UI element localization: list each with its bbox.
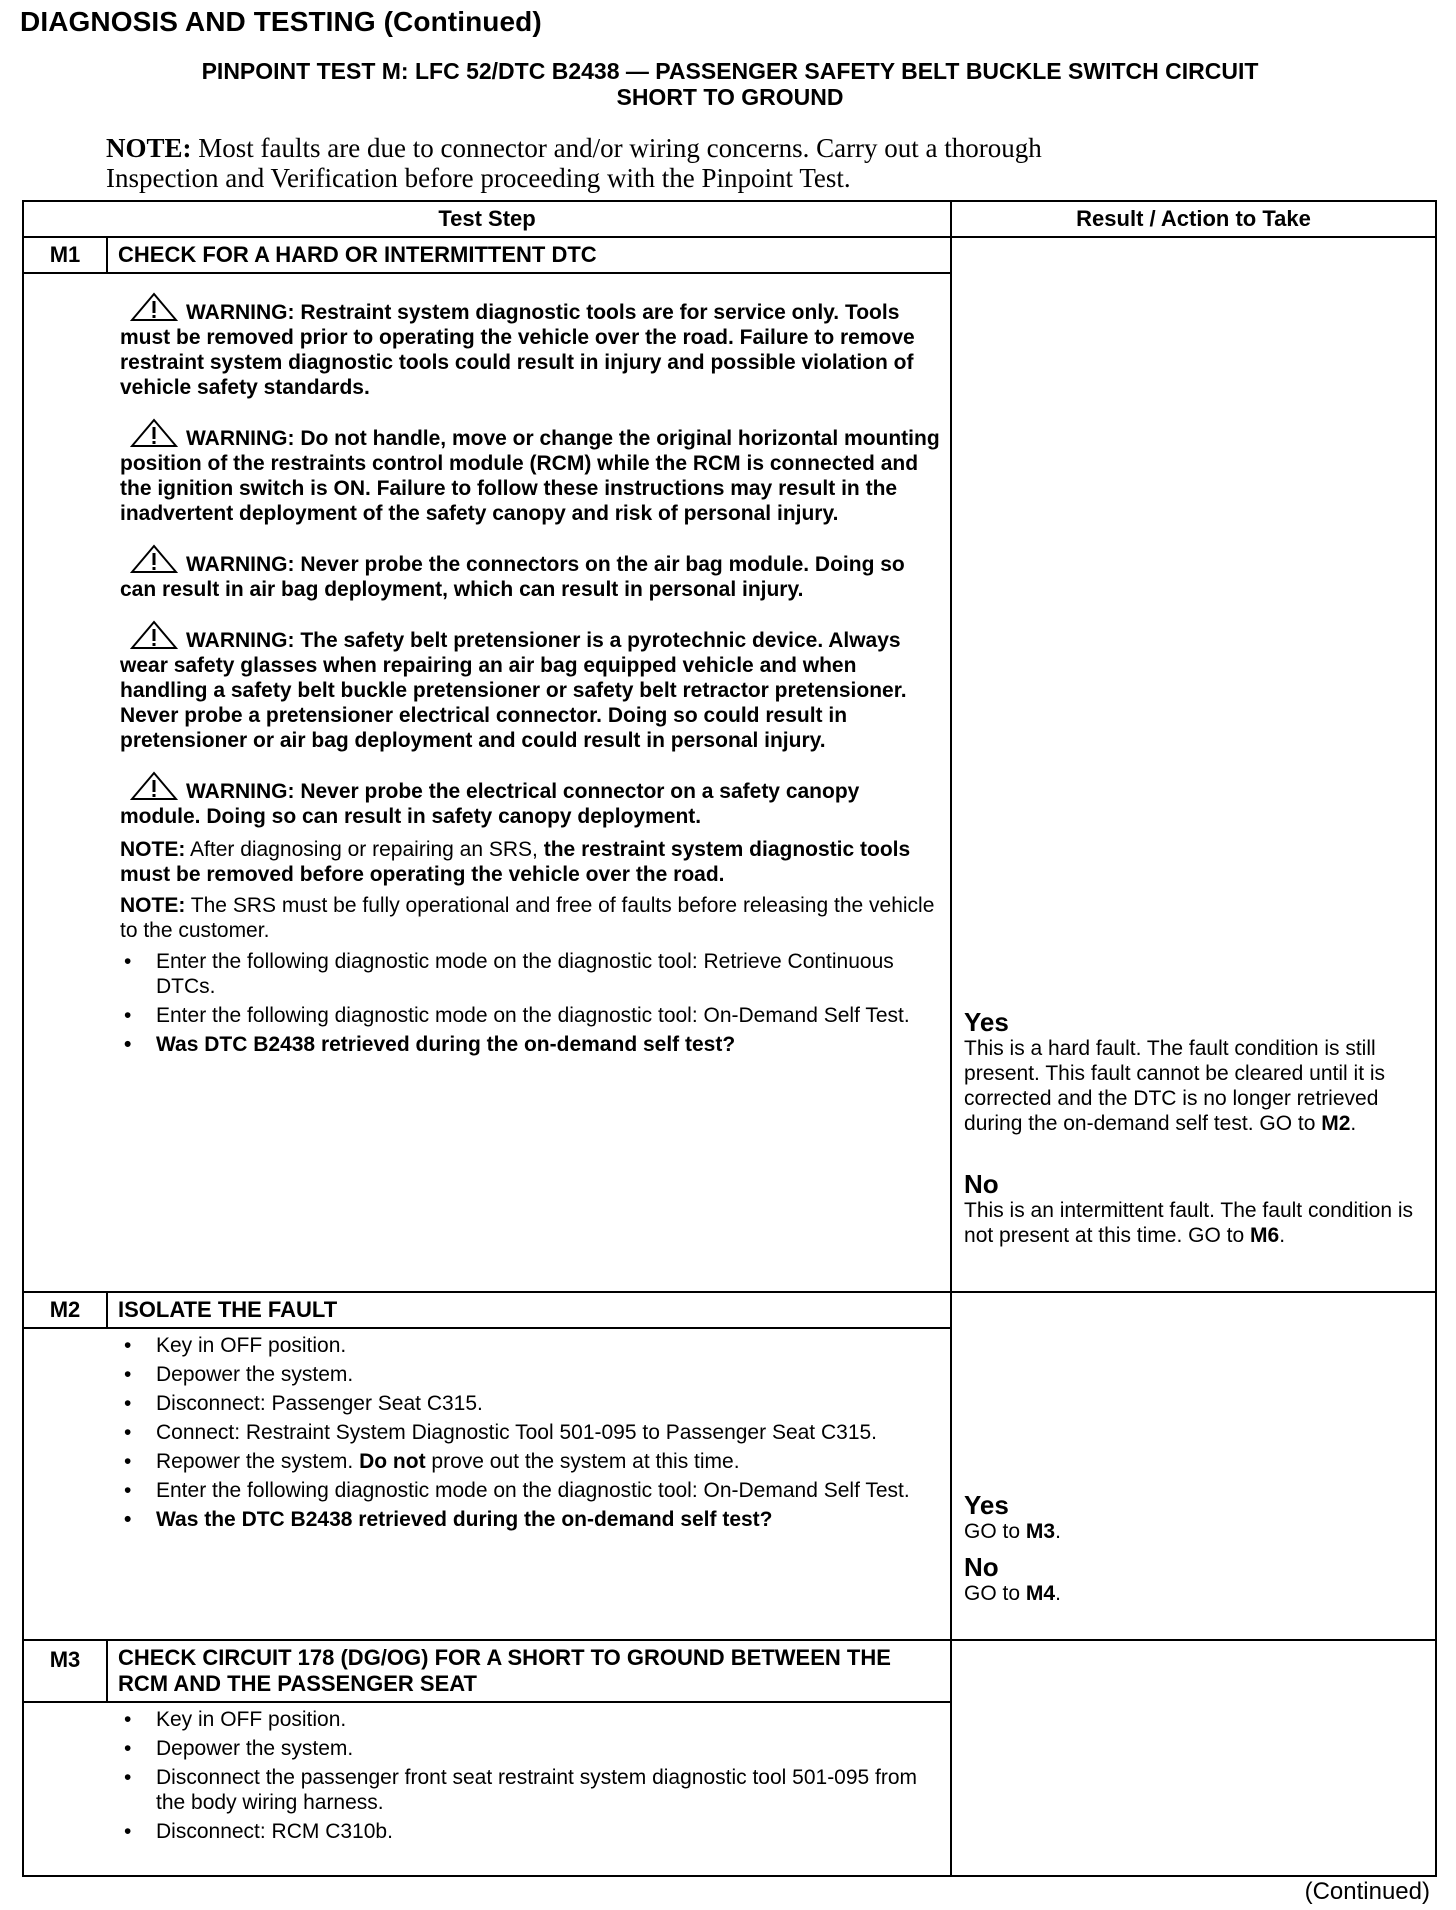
yes-text: This is a hard fault. The fault condition is still present. This fault cannot be cleared until it is corrected and the DTC is no longer retrieved during the on-demand self test. GO to bbox=[964, 1037, 1386, 1135]
result-cell-m3 bbox=[951, 1640, 1436, 1876]
list-item: • Enter the following diagnostic mode on the diagnostic tool: Retrieve Continuous DTCs. bbox=[120, 949, 942, 999]
goto-link-m4[interactable]: M4 bbox=[1025, 1582, 1056, 1605]
note-label: NOTE: bbox=[120, 894, 186, 917]
no-action-text: This is an intermittent fault. The fault condition is not present at this time. GO to M6. bbox=[964, 1199, 1414, 1247]
result-yes-m2 bbox=[964, 1491, 1427, 1544]
note-text: The SRS must be fully operational and free of faults before releasing the vehicle to the customer. bbox=[120, 894, 935, 942]
goto-link-m6[interactable]: M6 bbox=[1250, 1224, 1280, 1247]
step-number-m3: M3 bbox=[23, 1640, 107, 1702]
warning-text: WARNING: Do not handle, move or change the original horizontal mounting position of the restraints control module (RCM) while the RCM is connected and the ignition switch is ON. Failure to follow these instructions may result in the inadvertent deployment of the safety canopy and risk of personal injury. bbox=[120, 427, 940, 525]
warning-block bbox=[120, 418, 942, 526]
warning-triangle-icon bbox=[130, 771, 178, 801]
test-title-line1: PINPOINT TEST M: LFC 52/DTC B2438 — PASSENGER SAFETY BELT BUCKLE SWITCH CIRCUIT bbox=[201, 58, 1259, 84]
yes-action-text: GO to M3. bbox=[964, 1520, 1061, 1543]
result-no-m2 bbox=[964, 1553, 1427, 1606]
step-number-m1: M1 bbox=[23, 237, 107, 273]
intro-note bbox=[106, 133, 1256, 193]
list-item bbox=[120, 1449, 942, 1474]
no-text: This is an intermittent fault. The fault condition is not present at this time. GO to bbox=[964, 1199, 1414, 1247]
step-title-m1: CHECK FOR A HARD OR INTERMITTENT DTC bbox=[107, 237, 951, 273]
step-body-m2 bbox=[23, 1328, 951, 1640]
intro-note-line2: Inspection and Verification before proceeding with the Pinpoint Test. bbox=[106, 163, 851, 193]
warning-block bbox=[120, 771, 942, 829]
continued-label: (Continued) bbox=[1304, 1878, 1430, 1905]
step-body-m3 bbox=[23, 1702, 951, 1876]
note-srs-operational bbox=[120, 893, 942, 943]
step-title-m2: ISOLATE THE FAULT bbox=[107, 1292, 951, 1328]
list-item: • Disconnect: Passenger Seat C315. bbox=[120, 1391, 942, 1416]
note-remove-tools bbox=[120, 837, 942, 887]
yes-label: Yes bbox=[964, 1490, 1009, 1520]
note-bold-text: the restraint system diagnostic tools must be removed before operating the vehicle over the road. bbox=[120, 838, 911, 886]
no-label: No bbox=[964, 1552, 999, 1582]
warning-triangle-icon bbox=[130, 544, 178, 574]
step-number-m2: M2 bbox=[23, 1292, 107, 1328]
no-label: No bbox=[964, 1169, 999, 1199]
step-list-m2 bbox=[120, 1333, 942, 1532]
list-item: • Enter the following diagnostic mode on the diagnostic tool: On-Demand Self Test. bbox=[120, 1478, 942, 1503]
pinpoint-test-title bbox=[40, 58, 1420, 110]
note-label: NOTE: bbox=[120, 838, 186, 861]
header-result-action: Result / Action to Take bbox=[951, 201, 1436, 237]
warning-triangle-icon bbox=[130, 418, 178, 448]
pinpoint-test-table bbox=[22, 200, 1437, 1877]
no-text: GO to bbox=[964, 1582, 1021, 1605]
page-title: DIAGNOSIS AND TESTING (Continued) bbox=[20, 6, 542, 37]
result-yes-m1 bbox=[964, 1008, 1427, 1136]
step-body-m1 bbox=[23, 273, 951, 1292]
warning-text: WARNING: Never probe the electrical connector on a safety canopy module. Doing so can result in safety canopy deployment. bbox=[120, 780, 860, 828]
goto-link-m2[interactable]: M2 bbox=[1321, 1112, 1351, 1135]
note-text: After diagnosing or repairing an SRS, bbox=[190, 838, 538, 861]
warning-block bbox=[120, 544, 942, 602]
goto-link-m3[interactable]: M3 bbox=[1025, 1520, 1056, 1543]
warning-triangle-icon bbox=[130, 292, 178, 322]
warning-text: WARNING: The safety belt pretensioner is a pyrotechnic device. Always wear safety glasses when repairing an air bag equipped vehicle and when handling a safety belt buckle pretensioner or safety belt retractor pretensioner. Never probe a pretensioner electrical connector. Doing so could result in pretensioner or air bag deployment and could result in personal injury. bbox=[120, 629, 907, 752]
result-no-m1 bbox=[964, 1170, 1427, 1248]
list-item: • Key in OFF position. bbox=[120, 1707, 942, 1732]
list-item: • Connect: Restraint System Diagnostic Tool 501-095 to Passenger Seat C315. bbox=[120, 1420, 942, 1445]
result-cell-m2 bbox=[951, 1292, 1436, 1640]
repower-bold: Do not bbox=[359, 1450, 426, 1473]
warning-block bbox=[120, 620, 942, 753]
no-action-text: GO to M4. bbox=[964, 1582, 1061, 1605]
step-question-m2: • Was the DTC B2438 retrieved during the on-demand self test? bbox=[120, 1507, 942, 1532]
repower-text: Repower the system. bbox=[156, 1450, 354, 1473]
header-test-step: Test Step bbox=[23, 201, 951, 237]
step-title-m3: CHECK CIRCUIT 178 (DG/OG) FOR A SHORT TO GROUND BETWEEN THE RCM AND THE PASSENGER SEAT bbox=[107, 1640, 951, 1702]
list-item: • Enter the following diagnostic mode on the diagnostic tool: On-Demand Self Test. bbox=[120, 1003, 942, 1028]
list-item: • Key in OFF position. bbox=[120, 1333, 942, 1358]
intro-note-label: NOTE: bbox=[106, 133, 192, 163]
step-question-m1: • Was DTC B2438 retrieved during the on-demand self test? bbox=[120, 1032, 942, 1057]
warning-triangle-icon bbox=[130, 620, 178, 650]
step-list-m1 bbox=[120, 949, 942, 1057]
yes-action-text: This is a hard fault. The fault condition is still present. This fault cannot be cleared until it is corrected and the DTC is no longer retrieved during the on-demand self test. GO to M2. bbox=[964, 1037, 1386, 1135]
step-list-m3 bbox=[120, 1707, 942, 1844]
warning-block bbox=[120, 292, 942, 400]
warning-text: WARNING: Never probe the connectors on the air bag module. Doing so can result in air bag deployment, which can result in personal injury. bbox=[120, 553, 905, 601]
list-item: • Depower the system. bbox=[120, 1362, 942, 1387]
intro-note-line1: Most faults are due to connector and/or wiring concerns. Carry out a thorough bbox=[198, 133, 1042, 163]
list-item: • Disconnect: RCM C310b. bbox=[120, 1819, 942, 1844]
list-item: • Depower the system. bbox=[120, 1736, 942, 1761]
test-title-line2: SHORT TO GROUND bbox=[616, 84, 844, 110]
repower-rest: prove out the system at this time. bbox=[431, 1450, 740, 1473]
warning-text: WARNING: Restraint system diagnostic tools are for service only. Tools must be removed prior to operating the vehicle over the road. Failure to remove restraint system diagnostic tools could result in injury and possible violation of vehicle safety standards. bbox=[120, 301, 915, 399]
list-item: • Disconnect the passenger front seat restraint system diagnostic tool 501-095 from the body wiring harness. bbox=[120, 1765, 942, 1815]
yes-text: GO to bbox=[964, 1520, 1021, 1543]
yes-label: Yes bbox=[964, 1007, 1009, 1037]
result-cell-m1 bbox=[951, 237, 1436, 1292]
